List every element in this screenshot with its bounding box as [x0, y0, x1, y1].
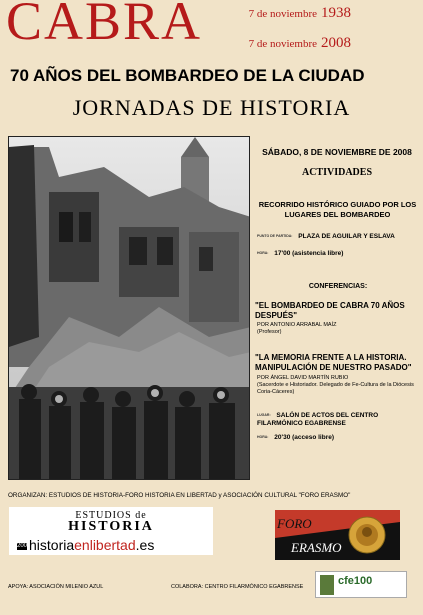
lugar-label: LUGAR: [257, 413, 271, 417]
logo-estudios-text: ESTUDIOS de [75, 510, 147, 521]
actividades-heading: ACTIVIDADES [301, 167, 372, 178]
logo-historia-word: HISTORIA [68, 519, 154, 534]
asociacion-cultural-seal-icon [348, 516, 386, 554]
event-date: SÁBADO, 8 DE NOVIEMBRE DE 2008 [262, 147, 412, 157]
hora-conferencias-label: HORA: [257, 435, 269, 440]
historia-en-libertad-logo [9, 507, 213, 555]
cfe100-logo [315, 571, 407, 598]
bombing-photo [8, 136, 250, 480]
logo-foro-text: FORO [277, 516, 312, 531]
apoya-line: APOYA: ASOCIACIÓN MILENIO AZUL [8, 584, 104, 590]
conferencia-1-speaker-role: (Profesor) [257, 328, 282, 335]
punto-partida-row [257, 233, 395, 240]
hora-recorrido-row [257, 250, 343, 257]
cfe-logo-text: cfe100 [338, 575, 373, 587]
date-2008-year: 2008 [321, 35, 351, 51]
logo-2000-badge: 2000 [17, 542, 31, 549]
conferencia-2-speaker [257, 375, 420, 396]
foro-erasmo-logo [275, 510, 400, 560]
hora-conferencias-row [257, 434, 334, 441]
conferencia-1-speaker [257, 322, 419, 336]
punto-partida-value: PLAZA DE AGUILAR Y ESLAVA [298, 233, 395, 240]
date-1938 [249, 4, 351, 22]
conferencia-2-speaker-role: (Sacerdote e Historiador. Delegado de Fe-Cultura de la Diócesis Coria-Cáceres) [257, 381, 414, 395]
conferencia-1-title: "EL BOMBARDEO DE CABRA 70 AÑOS DESPUÉS" [255, 301, 405, 320]
logo-url-black: historia [29, 537, 75, 553]
logo-historia-url [17, 537, 213, 553]
logo-url-tail: .es [135, 537, 155, 553]
jornadas-heading: JORNADAS DE HISTORIA [72, 95, 351, 120]
logo-erasmo-text: ERASMO [291, 540, 342, 555]
lugar-row [257, 412, 422, 429]
punto-partida-label: PUNTO DE PARTIDA: [257, 234, 293, 239]
colabora-line: COLABORA: CENTRO FILARMÓNICO EGABRENSE [171, 584, 304, 590]
conferencia-1-speaker-name: POR ANTONIO ARRABAL MAÍZ [257, 322, 337, 328]
conferencia-2-speaker-name: POR ÁNGEL DAVID MARTÍN RUBIO [257, 375, 349, 381]
hora-recorrido-value: 17'00 (asistencia libre) [274, 250, 344, 257]
date-2008 [249, 34, 351, 52]
date-1938-year: 1938 [321, 5, 351, 21]
recorrido-title: RECORRIDO HISTÓRICO GUIADO POR LOS LUGARES DEL BOMBARDEO [258, 200, 417, 220]
date-1938-text: 7 de noviembre [248, 8, 317, 20]
organizers-line: ORGANIZAN: ESTUDIOS DE HISTORIA-FORO HISTORIA EN LIBERTAD y ASOCIACIÓN CULTURAL "FORO ERASMO" [8, 492, 351, 499]
lugar-value: SALÓN DE ACTOS DEL CENTRO FILARMÓNICO EGABRENSE [257, 412, 379, 428]
poster-subtitle: 70 AÑOS DEL BOMBARDEO DE LA CIUDAD [10, 66, 365, 85]
conferencia-2-title: "LA MEMORIA FRENTE A LA HISTORIA. MANIPULACIÓN DE NUESTRO PASADO" [255, 353, 412, 372]
cfe-tag-icon [320, 575, 334, 595]
logo-url-red: enlibertad [74, 537, 136, 553]
date-2008-text: 7 de noviembre [248, 38, 317, 50]
conferencias-heading: CONFERENCIAS: [308, 283, 368, 290]
poster-title: CABRA [6, 0, 203, 51]
hora-conferencias-value: 20'30 (acceso libre) [274, 434, 335, 441]
hora-recorrido-label: HORA: [257, 251, 269, 256]
